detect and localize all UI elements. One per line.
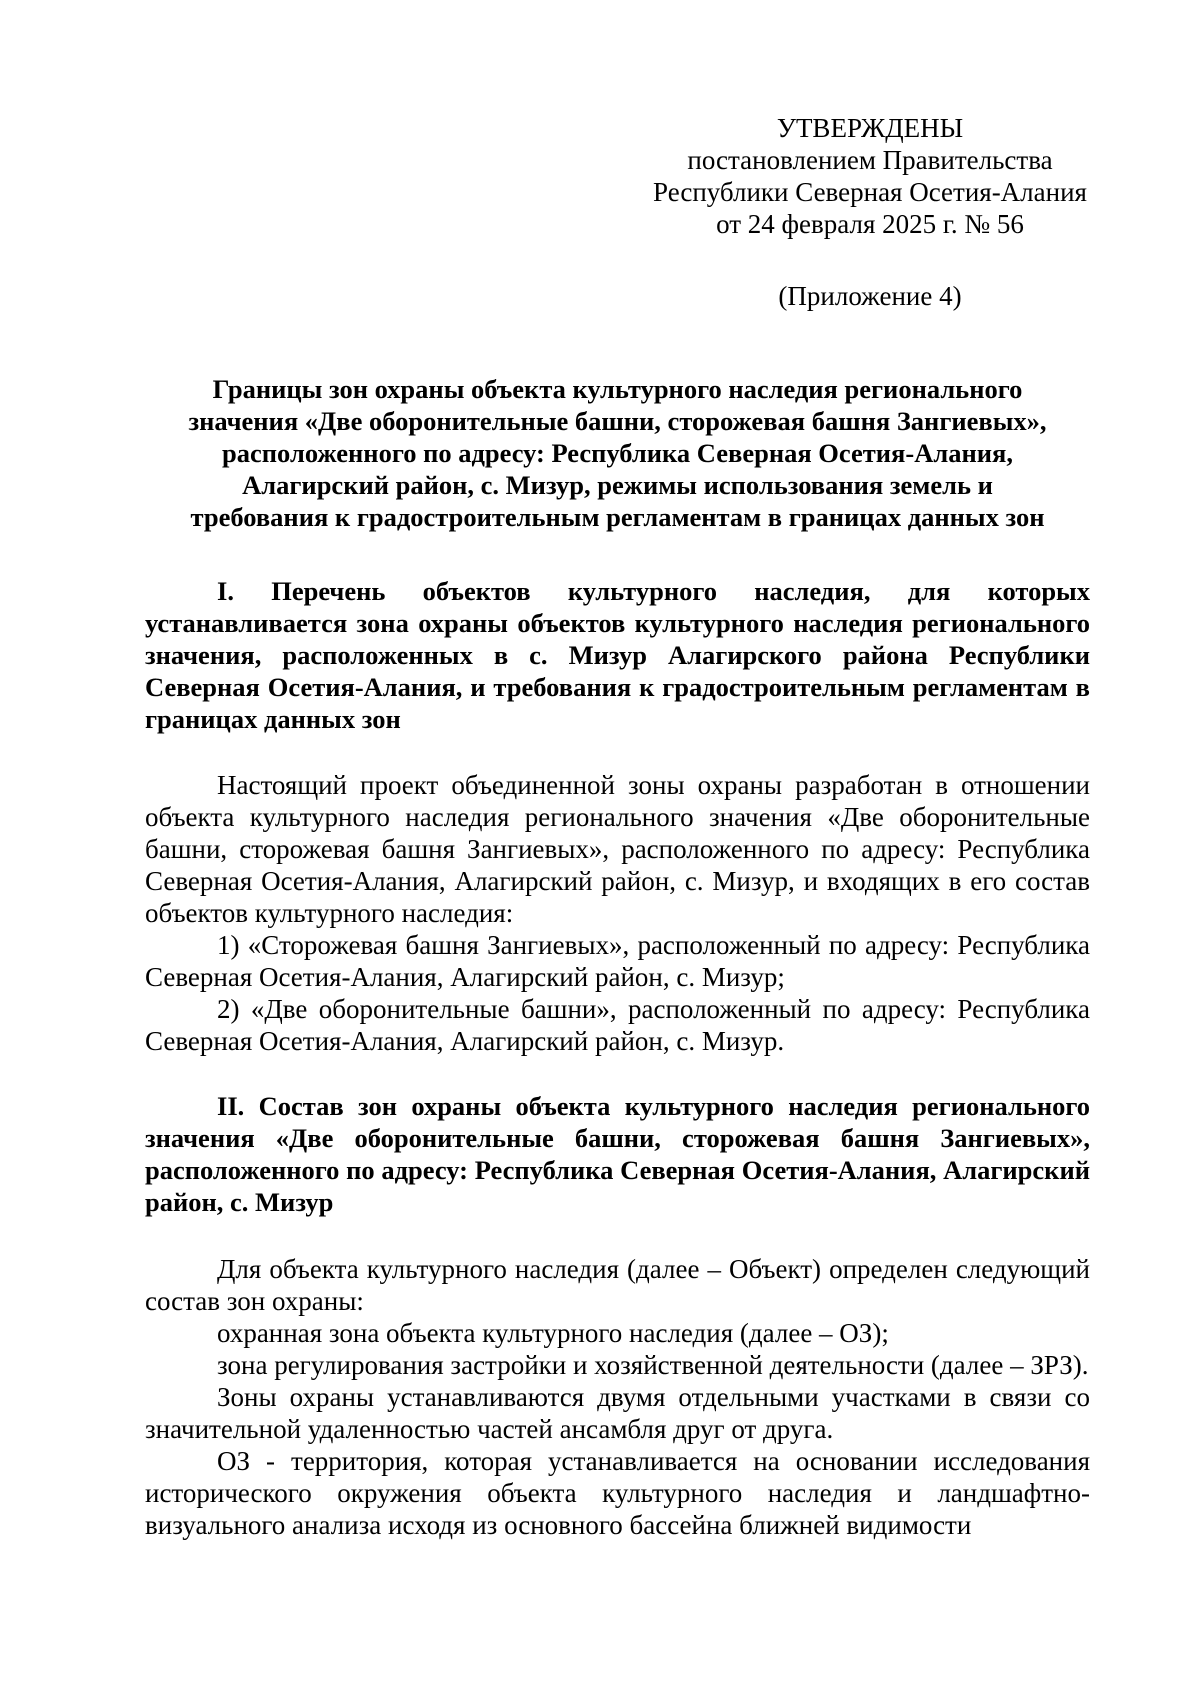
section-1-list-item-2: 2) «Две оборонительные башни», расположенный по адресу: Республика Северная Осетия-Алания, Алагирский район, с. Мизур.: [145, 994, 1090, 1056]
section-1-heading: [145, 575, 1090, 735]
section-1-list-item-1: 1) «Сторожевая башня Зангиевых», расположенный по адресу: Республика Северная Осетия-Алания, Алагирский район, с. Мизур;: [145, 930, 1090, 992]
document-title: [145, 373, 1090, 533]
section-2-heading-text: II. Состав зон охраны объекта культурного наследия регионального значения «Две оборонительные башни, сторожевая башня Зангиевых», расположенного по адресу: Республика Северная Осетия-Алания, Алагирский район, с. Мизур: [145, 1091, 1090, 1217]
appendix-label: (Приложение 4): [778, 281, 962, 311]
section-1-body: [145, 769, 1090, 1057]
section-2-zone-zrz: зона регулирования застройки и хозяйственной деятельности (далее – ЗРЗ).: [217, 1350, 1089, 1380]
section-2-paragraph: Для объекта культурного наследия (далее – Объект) определен следующий состав зон охраны:: [145, 1254, 1090, 1316]
approval-line-3: Республики Северная Осетия-Алания: [653, 177, 1087, 207]
section-2-body: [145, 1253, 1090, 1541]
title-line-4: Алагирский район, с. Мизур, режимы использования земель и: [242, 470, 993, 500]
section-2-zone-oz: охранная зона объекта культурного наследия (далее – ОЗ);: [217, 1318, 889, 1348]
section-2-heading: [145, 1090, 1090, 1218]
title-line-5: требования к градостроительным регламентам в границах данных зон: [190, 502, 1045, 532]
approval-stamp: [600, 112, 1140, 240]
approval-line-4: от 24 февраля 2025 г. № 56: [716, 209, 1024, 239]
title-line-2: значения «Две оборонительные башни, сторожевая башня Зангиевых»,: [188, 406, 1047, 436]
approval-line-2: постановлением Правительства: [687, 145, 1053, 175]
title-line-1: Границы зон охраны объекта культурного наследия регионального: [212, 374, 1023, 404]
section-2-paragraph: Зоны охраны устанавливаются двумя отдельными участками в связи со значительной удаленностью частей ансамбля друг от друга.: [145, 1382, 1090, 1444]
approval-line-1: УТВЕРЖДЕНЫ: [776, 113, 964, 143]
title-line-3: расположенного по адресу: Республика Северная Осетия-Алания,: [222, 438, 1013, 468]
section-1-paragraph: Настоящий проект объединенной зоны охраны разработан в отношении объекта культурного наследия регионального значения «Две оборонительные башни, сторожевая башня Зангиевых», расположенного по адресу: Республика Северная Осетия-Алания, Алагирский район, с. Мизур, и входящих в его состав объектов культурного наследия:: [145, 770, 1090, 928]
section-2-paragraph: ОЗ - территория, которая устанавливается на основании исследования исторического окружения объекта культурного наследия и ландшафтно-визуального анализа исходя из основного бассейна ближней видимости: [145, 1446, 1090, 1540]
section-1-heading-text: I. Перечень объектов культурного наследия, для которых устанавливается зона охраны объектов культурного наследия регионального значения, расположенных в с. Мизур Алагирского района Республики Северная Осетия-Алания, и требования к градостроительным регламентам в границах данных зон: [145, 576, 1090, 734]
